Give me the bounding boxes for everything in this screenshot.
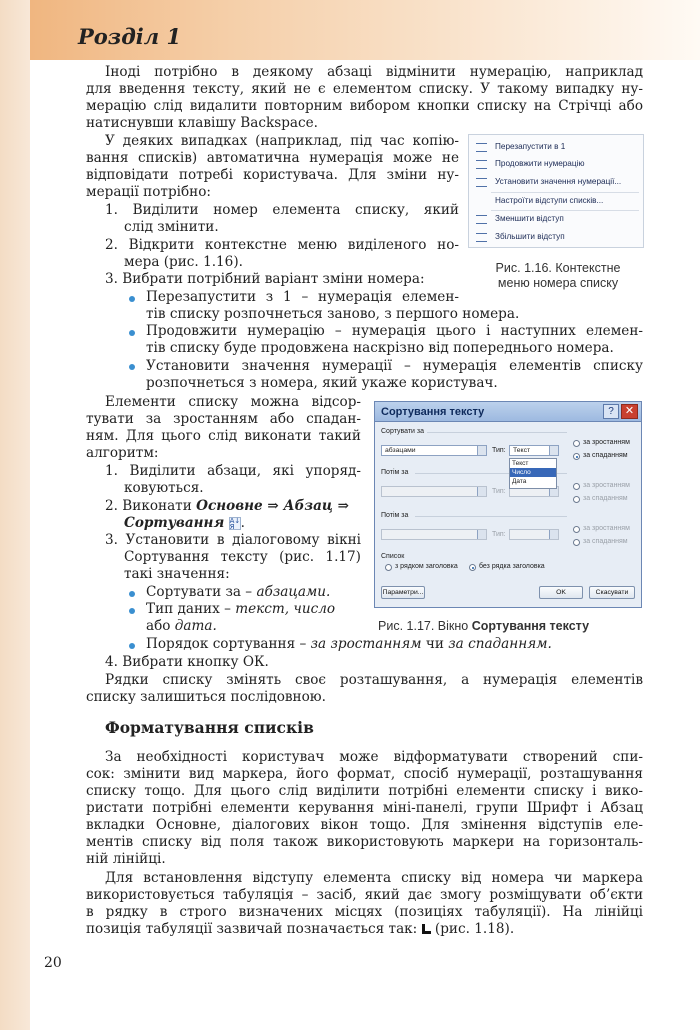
fig17-caption [378,619,643,634]
list-item-cont: мера (рис. 1.16). [124,254,243,270]
value: абзацами. [256,584,331,600]
page-number: 20 [44,955,62,971]
value: текст, число [235,601,336,617]
p4-line: списку залишиться послідовною. [86,689,326,705]
p2-line: відповідати потребі користувача. Для зміни ну- [86,167,459,183]
sort-text-dialog [374,401,642,608]
p5-line: вкладки Основне, діалогових вікон тощо. Для змінення відступів еле- [86,817,643,833]
list-item-cont: Сортування тексту (рис. 1.17) [124,549,361,565]
asc-label: за зростанням [583,525,630,532]
set-value-icon [476,178,487,187]
p1-line: мерацію слід видалити повторним вибором кнопки списку на Стрічці або [86,98,643,114]
bullet-item [146,636,552,653]
cancel-button[interactable]: Скасувати [589,586,635,599]
params-button[interactable]: Параметри... [381,586,425,599]
type-label: Тип: [492,447,506,454]
p5-line: За необхідності користувач може відформатувати створений спи- [105,749,643,765]
sort-az-icon: A↓ Я [229,517,241,531]
asc-label: за зростанням [583,439,630,446]
list-item: 1. Виділити абзаци, які упоряд- [105,463,361,479]
group-line [415,516,567,517]
desc-radio[interactable] [573,453,580,460]
caption-text: Рис. 1.17. Вікно [378,619,472,633]
p2-line: мерації потрібно: [86,184,212,200]
help-button[interactable]: ? [603,404,619,419]
text: Тип даних – [146,601,236,617]
caption-line: меню номера списку [497,276,619,290]
text: (рис. 1.18). [434,921,515,937]
bullet-item-cont: тів списку буде продовжена наскрізно від попереднього номера. [146,340,614,356]
type-dropdown-list[interactable] [509,458,557,489]
p1-line: для введення тексту, який не є елементом списку. У такому випадку ну- [86,81,643,97]
chevron-down-icon [477,530,486,539]
p3-line: алгоритм: [86,445,159,461]
asc-label: за зростанням [583,482,630,489]
p5-line: списку тощо. Для цього слід виділити потрібні елементи списку і вико- [86,783,643,799]
bullet-icon [129,643,135,649]
list-item [105,498,349,515]
decrease-indent-icon [476,215,487,224]
chapter-header [30,0,700,60]
bullet-item-cont: розпочнеться з номера, який укаже користувач. [146,375,498,391]
list-item: 3. Вибрати потрібний варіант зміни номера: [105,271,425,287]
left-tab-stop-icon [422,924,431,934]
dropdown-option[interactable]: Дата [512,478,527,485]
close-button[interactable]: ✕ [621,404,638,419]
bullet-icon [129,591,135,597]
then-by-label: Потім за [381,512,409,519]
restart-numbering-icon [476,143,487,152]
group-line [427,432,567,433]
p5-line: ній лінійці. [86,851,166,867]
bullet-item [146,601,335,618]
desc-label: за спаданням [583,452,628,459]
context-menu-figure [468,134,644,248]
no-header-radio[interactable] [469,564,476,571]
p1-line: Іноді потрібно в деякому абзаці відмінити нумерацію, наприклад [105,64,643,80]
list-item: 2. Відкрити контекстне меню виділеного но- [105,237,459,253]
p3-line: Елементи списку можна відсор- [105,394,361,410]
then-by-select[interactable] [381,486,487,497]
bullet-icon [129,364,135,370]
caption-line: Рис. 1.16. Контекстне [495,261,621,275]
bullet-item-cont [146,618,217,635]
text: Порядок сортування – [146,636,311,652]
menu-separator [491,210,639,211]
menu-item-restart[interactable]: Перезапустити в 1 [495,142,566,151]
desc-radio[interactable] [573,539,580,546]
type-label: Тип: [492,488,506,495]
p5-line: ристати потрібні елементи керування міні-панелі, групи Шрифт і Абзац [86,800,643,816]
increase-indent-icon [476,233,487,242]
chevron-down-icon [549,530,558,539]
with-header-radio[interactable] [385,564,392,571]
list-item-cont: слід змінити. [124,219,219,235]
list-item-cont: такі значення: [124,566,230,582]
bullet-item [146,584,330,601]
p2-line: вання списків) автоматична нумерація може не [86,150,459,166]
menu-item-increase-indent[interactable]: Збільшити відступ [495,232,565,241]
text: або [146,618,175,634]
dialog-titlebar [375,402,641,422]
bullet-item: Продовжити нумерацію – нумерація цього і наступних елемен- [146,323,643,339]
menu-path: Основне ⇒ Абзац ⇒ [196,498,349,514]
list-item-cont: ковуються. [124,480,204,496]
p6-line: в рядку в строго визначених місцях (позиціях табуляції). На лінійці [86,904,643,920]
section-heading: Форматування списків [105,718,314,737]
dropdown-option[interactable]: Текст [512,460,529,467]
desc-radio[interactable] [573,496,580,503]
text: 2. Виконати [105,498,192,514]
desc-label: за спаданням [583,538,628,545]
menu-separator [491,192,639,193]
value: дата. [174,618,217,634]
menu-item-decrease-indent[interactable]: Зменшити відступ [495,214,564,223]
bullet-icon [129,330,135,336]
dropdown-option-selected[interactable]: Число [510,468,556,477]
continue-numbering-icon [476,160,487,169]
asc-radio[interactable] [573,526,580,533]
list-group-label: Список [381,553,405,560]
caption-bold: Сортування тексту [471,619,590,633]
ok-button[interactable]: OK [539,586,583,599]
p3-line: тувати за зростанням або спадан- [86,411,361,427]
menu-path: Сортування [124,515,225,531]
select-value: абзацами [385,447,416,454]
bullet-icon [129,296,135,302]
fig16-caption [478,261,638,291]
desc-label: за спаданням [583,495,628,502]
dialog-title: Сортування тексту [381,406,485,418]
p6-line: використовується табуляція – засіб, який дає змогу розміщувати об’єкти [86,887,643,903]
list-item: 1. Виділити номер елемента списку, який [105,202,459,218]
asc-radio[interactable] [573,483,580,490]
asc-radio[interactable] [573,440,580,447]
type-select[interactable] [509,529,559,540]
menu-item-continue[interactable]: Продовжити нумерацію [495,159,585,168]
text: позиція табуляції зазвичай позначається так: [86,921,418,937]
menu-item-adjust-indents[interactable]: Настроїти відступи списків... [495,196,604,205]
value: за спаданням. [448,636,552,652]
menu-item-set-value[interactable]: Установити значення нумерації... [495,177,622,186]
sort-by-select[interactable] [381,445,487,456]
p5-line: сок: змінити вид маркера, його формат, спосіб нумерації, розташування [86,766,643,782]
chapter-title: Розділ 1 [78,24,182,49]
p6-line: Для встановлення відступу елемента списку від номера чи маркера [105,870,643,886]
text: Сортувати за – [146,584,257,600]
type-label: Тип: [492,531,506,538]
chevron-down-icon [477,446,486,455]
no-header-label: без рядка заголовка [479,563,545,570]
bullet-item: Перезапустити з 1 – нумерація елемен- [146,289,459,305]
bullet-item: Установити значення нумерації – нумерація елементів списку [146,358,643,374]
text: чи [421,636,449,652]
then-by-label: Потім за [381,469,409,476]
bullet-icon [129,608,135,614]
with-header-label: з рядком заголовка [395,563,458,570]
bullet-item-cont: тів списку розпочнеться заново, з першого номера. [146,306,520,322]
chevron-down-icon [549,446,558,455]
list-item-cont: Сортування A↓ Я . [124,515,245,531]
select-value: Текст [513,447,531,454]
value: за зростанням [310,636,422,652]
page-margin-band [0,0,30,1030]
list-item: 4. Вибрати кнопку ОК. [105,654,269,670]
p3-line: ням. Для цього слід виконати такий [86,428,361,444]
p5-line: ментів списку від поля також використовують маркери на горизонталь- [86,834,643,850]
sort-by-label: Сортувати за [381,428,425,435]
p6-line [86,921,514,938]
p2-line: У деяких випадках (наприклад, під час копію- [105,133,459,149]
p4-line: Рядки списку змінять своє розташування, а нумерація елементів [105,672,643,688]
type-select[interactable] [509,445,559,456]
then-by-select[interactable] [381,529,487,540]
chevron-down-icon [477,487,486,496]
p1-line: натиснувши клавішу Backspace. [86,115,318,131]
list-item: 3. Установити в діалоговому вікні [105,532,361,548]
